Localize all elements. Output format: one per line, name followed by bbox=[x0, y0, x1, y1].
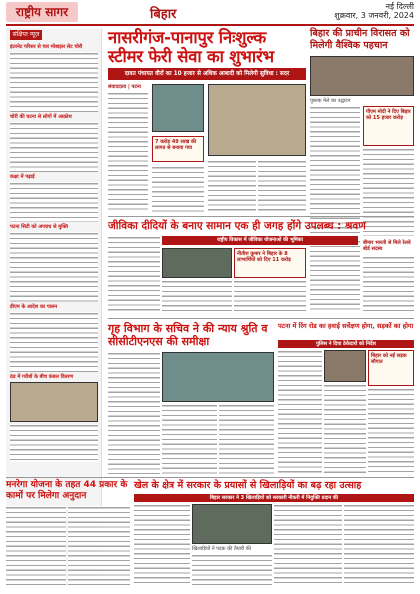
bottom-red-bar: बिहार सरकार ने 3 खिलाड़ियों को सरकारी नौकरी में नियुक्ति प्रदान की bbox=[134, 494, 414, 502]
brief-headline: पटना सिटी को अपराध से मुक्ति bbox=[10, 224, 69, 230]
paper-name: नई दिल्ली bbox=[385, 2, 414, 11]
brief-headline: ठंड में गरीबों के बीच कंबल वितरण bbox=[10, 374, 74, 380]
mid-body-col1 bbox=[108, 236, 160, 314]
bottom-left-headline: मनरेगा योजना के तहत 44 प्रकार के कामों पर मिलेगा अनुदान bbox=[6, 480, 128, 501]
brief-headline: कक्षा में पढ़ाई bbox=[10, 174, 35, 180]
mid-photo bbox=[162, 248, 232, 278]
brief-headline: डीएम के आदेश का पालन bbox=[10, 304, 58, 310]
lead-headline: नासरीगंज-पानापुर निःशुल्क स्टीमर फेरी सेवा का शुभारंभ bbox=[108, 28, 274, 66]
bottom-body-col2 bbox=[192, 554, 272, 586]
section-title: बिहार bbox=[150, 7, 177, 22]
right-box2-headline: बीमार भारती से मिले रेलवे बोर्ड सदस्य bbox=[363, 240, 411, 252]
brief-body bbox=[10, 312, 98, 372]
bottom-photo-athletes bbox=[192, 504, 272, 544]
issue-date: शुक्रवार, 3 जनवरी, 2024 bbox=[334, 11, 414, 20]
bottom-left-body-col2 bbox=[68, 506, 130, 586]
bottom-main-headline: खेल के क्षेत्र में सरकार के प्रयासों से खिलाड़ियों का बढ़ रहा उत्साह bbox=[134, 480, 362, 491]
masthead bbox=[0, 0, 420, 26]
masthead-rule bbox=[6, 24, 414, 26]
news-photo bbox=[10, 382, 98, 422]
lead-body-col3 bbox=[208, 160, 256, 212]
brief-body bbox=[10, 52, 98, 112]
lead-body-col1 bbox=[108, 92, 148, 212]
brief-body bbox=[10, 182, 98, 222]
bottom-photo-caption: खिलाड़ियों ने पदक की तैयारी की bbox=[192, 546, 251, 552]
lower-body-col1 bbox=[108, 352, 160, 474]
news-brief-tab: संक्षिप्त न्यूज़ bbox=[10, 30, 42, 40]
lower-body-col3 bbox=[219, 404, 274, 474]
lower-right-headline: पटना में रिंग रोड का हवाई सर्वेक्षण होगा, सड़कों का होगा bbox=[278, 322, 414, 330]
lower-right-photo bbox=[324, 350, 366, 382]
lower-right-body-col3 bbox=[368, 388, 414, 474]
lower-right-box bbox=[368, 350, 414, 386]
mid-box-headline: नीतीश कुमार ने बिहार के 8 लाभार्थियों को दिए 11 करोड़ bbox=[237, 251, 291, 263]
brief-headline: इंटरनेट परिसर से चार मोबाइल सेट चोरी bbox=[10, 44, 83, 50]
lower-right-body-col2 bbox=[324, 384, 366, 474]
right-body-col3 bbox=[363, 256, 414, 312]
lead-photo-steamer bbox=[208, 84, 306, 156]
newspaper-logo: राष्ट्रीय सागर bbox=[6, 2, 78, 22]
lower-right-bar: पुलिस ने दिया ठेकेदारों को निर्देश bbox=[278, 340, 414, 348]
mid-body-col3 bbox=[234, 280, 306, 314]
right-photo bbox=[310, 56, 414, 96]
bottom-body-col3 bbox=[274, 504, 342, 586]
bottom-left-body-col1 bbox=[6, 506, 66, 586]
right-boxed-story bbox=[363, 106, 414, 146]
bottom-body-col4 bbox=[344, 504, 414, 586]
divider bbox=[108, 318, 414, 319]
divider bbox=[6, 477, 414, 478]
brief-body bbox=[10, 232, 98, 302]
right-headline: बिहार की प्राचीन विरासत को मिलेगी वैश्विक पहचान bbox=[310, 28, 410, 51]
lower-photo bbox=[162, 352, 274, 402]
mid-red-bar: राष्ट्रीय विकास में जीविका योजनाओं की भूमिका bbox=[162, 236, 358, 245]
lead-subhead-bar: दावत पंचायत वीरों का 10 हजार से अधिक आबादी को मिलेगी सुविधा : सदर bbox=[108, 68, 306, 80]
lower-right-body-col1 bbox=[278, 350, 322, 474]
brief-body bbox=[10, 122, 98, 172]
right-box-headline: पीएम मोदी ने दिए बिहार को 15 हजार करोड़ bbox=[366, 109, 411, 121]
brief-body bbox=[10, 424, 98, 462]
lower-body-col2 bbox=[162, 404, 217, 474]
masthead-meta bbox=[334, 2, 414, 20]
lead-photo bbox=[152, 84, 204, 132]
right-photo-caption: पुस्तक मेले का उद्घाटन bbox=[310, 98, 351, 104]
divider bbox=[108, 216, 414, 217]
lead-body-col4 bbox=[258, 160, 306, 212]
mid-headline: जीविका दीदियों के बनाए सामान एक ही जगह होंगे उपलब्ध : श्रवण bbox=[108, 220, 366, 232]
lead-highlight-box: 7 करोड़ 49 लाख की लागत से बनाया गया bbox=[152, 136, 204, 162]
mid-body-col2 bbox=[162, 280, 232, 314]
page-footer bbox=[0, 586, 420, 594]
lower-headline: गृह विभाग के सचिव ने की न्याय श्रुति व सीसीटीएनएस की समीक्षा bbox=[108, 322, 268, 348]
lead-body-col2 bbox=[152, 166, 204, 212]
lower-right-box-headline: बिहार को नई सड़क सौगात bbox=[371, 353, 407, 365]
right-body-col4 bbox=[310, 240, 360, 312]
bottom-body-col1 bbox=[134, 504, 190, 586]
mid-boxed-story bbox=[234, 248, 306, 278]
lead-byline: संवाददाता | पटना bbox=[108, 84, 141, 90]
brief-headline: चोरी की घटना से लोगों में आक्रोश bbox=[10, 114, 72, 120]
